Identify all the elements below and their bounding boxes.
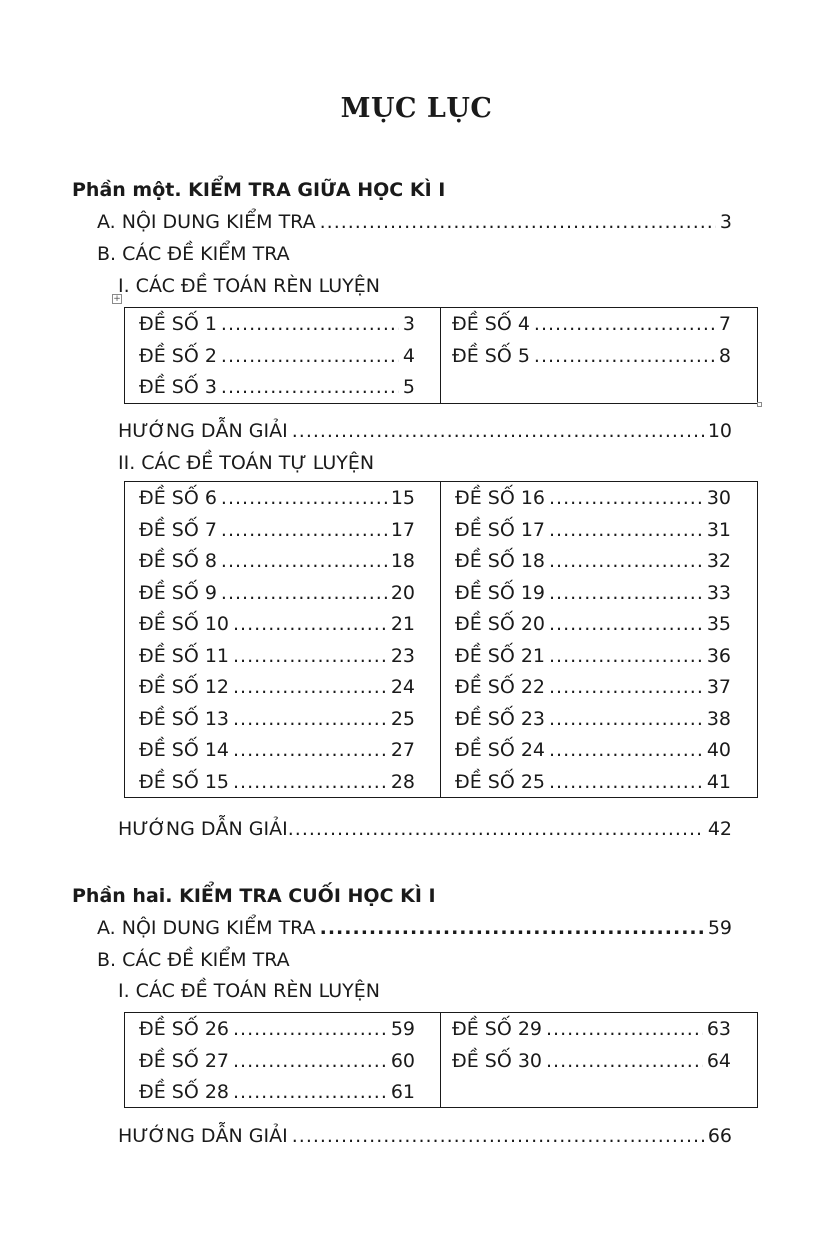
toc-page-number: 18 [390, 550, 415, 572]
toc-label: ĐỀ SỐ 5 [452, 344, 530, 367]
dot-leader [534, 313, 715, 335]
page-title: MỤC LỤC [340, 93, 493, 124]
toc-label: HƯỚNG DẪN GIẢI [118, 420, 288, 442]
dot-leader [549, 613, 703, 635]
dot-leader [233, 708, 387, 730]
dot-leader [549, 676, 703, 698]
toc-page-number: 36 [706, 644, 731, 667]
toc-page-number: 4 [402, 344, 415, 367]
dot-leader [534, 345, 715, 367]
toc-page-number: 31 [706, 518, 731, 541]
toc-page-number: 25 [390, 707, 415, 730]
toc-entry[interactable] [139, 1081, 415, 1103]
toc-page-number: 7 [718, 313, 731, 335]
toc-entry[interactable] [139, 613, 415, 635]
toc-entry[interactable] [455, 739, 731, 761]
part-two-heading: Phần hai. KIỂM TRA CUỐI HỌC KÌ I [72, 885, 436, 907]
part2-tests-heading: B. CÁC ĐỀ KIỂM TRA [97, 949, 290, 971]
toc-label: ĐỀ SỐ 20 [455, 613, 545, 635]
toc-page-number: 59 [707, 917, 732, 939]
toc-entry[interactable] [452, 313, 731, 335]
dot-leader [221, 519, 387, 541]
toc-entry[interactable] [455, 771, 731, 793]
toc-label: ĐỀ SỐ 28 [139, 1081, 229, 1103]
toc-label: ĐỀ SỐ 26 [139, 1018, 229, 1040]
toc-entry-part2-content[interactable] [97, 917, 732, 939]
toc-entry[interactable] [455, 613, 731, 635]
dot-leader [549, 487, 703, 509]
toc-page-number: 3 [402, 313, 415, 335]
toc-page-number: 15 [390, 487, 415, 509]
part2-practice-heading: I. CÁC ĐỀ TOÁN RÈN LUYỆN [118, 980, 380, 1002]
dot-leader [549, 519, 703, 541]
toc-label: ĐỀ SỐ 27 [139, 1049, 229, 1072]
dot-leader [549, 739, 703, 761]
toc-entry[interactable] [455, 708, 731, 730]
toc-label: ĐỀ SỐ 22 [455, 676, 545, 698]
toc-entry[interactable] [139, 376, 415, 398]
toc-page-number: 30 [706, 487, 731, 509]
toc-page-number: 60 [390, 1049, 415, 1072]
toc-label: ĐỀ SỐ 19 [455, 581, 545, 604]
toc-page-number: 59 [390, 1018, 415, 1040]
toc-page-number: 41 [706, 770, 731, 793]
table-column-divider [440, 1013, 441, 1107]
dot-leader [320, 211, 716, 233]
toc-label: HƯỚNG DẪN GIẢI [118, 1125, 288, 1147]
part-one-heading: Phần một. KIỂM TRA GIỮA HỌC KÌ I [72, 179, 446, 201]
dot-leader [549, 645, 703, 667]
dot-leader [221, 582, 387, 604]
toc-entry[interactable] [452, 345, 731, 367]
toc-label: ĐỀ SỐ 7 [139, 518, 217, 541]
toc-page-number: 38 [706, 707, 731, 730]
toc-label: ĐỀ SỐ 8 [139, 550, 217, 572]
toc-entry[interactable] [455, 550, 731, 572]
toc-label: ĐỀ SỐ 17 [455, 518, 545, 541]
toc-page-number: 32 [706, 550, 731, 572]
dot-leader [233, 771, 387, 793]
toc-page-number: 64 [706, 1049, 731, 1072]
toc-page-number: 66 [707, 1125, 732, 1147]
toc-entry-part2-guide[interactable] [118, 1125, 732, 1147]
table-resize-handle[interactable] [757, 402, 762, 407]
dot-leader [320, 917, 704, 939]
toc-label: ĐỀ SỐ 15 [139, 770, 229, 793]
toc-entry[interactable] [139, 550, 415, 572]
toc-page-number: 42 [707, 818, 732, 840]
dot-leader [549, 582, 703, 604]
toc-page-number: 40 [706, 739, 731, 761]
toc-label: ĐỀ SỐ 10 [139, 613, 229, 635]
toc-label: ĐỀ SỐ 16 [455, 487, 545, 509]
toc-entry[interactable] [139, 345, 415, 367]
toc-entry[interactable] [452, 1050, 731, 1072]
toc-page-number: 27 [390, 739, 415, 761]
toc-label: ĐỀ SỐ 6 [139, 487, 217, 509]
dot-leader [288, 818, 704, 840]
toc-entry[interactable] [139, 708, 415, 730]
toc-label: ĐỀ SỐ 13 [139, 707, 229, 730]
toc-entry[interactable] [455, 676, 731, 698]
toc-label: ĐỀ SỐ 29 [452, 1018, 542, 1040]
toc-entry[interactable] [139, 519, 415, 541]
table-column-divider [440, 482, 441, 797]
toc-label: ĐỀ SỐ 30 [452, 1049, 542, 1072]
dot-leader [549, 550, 703, 572]
toc-entry[interactable] [455, 519, 731, 541]
table-move-handle-icon[interactable]: + [113, 294, 121, 304]
toc-label: ĐỀ SỐ 4 [452, 313, 530, 335]
part1-self-practice-heading: II. CÁC ĐỀ TOÁN TỰ LUYỆN [118, 452, 375, 474]
toc-entry[interactable] [452, 1018, 731, 1040]
toc-entry[interactable] [139, 582, 415, 604]
toc-page-number: 23 [390, 644, 415, 667]
toc-entry[interactable] [455, 487, 731, 509]
toc-label: ĐỀ SỐ 3 [139, 376, 217, 398]
dot-leader [233, 676, 387, 698]
toc-page-number: 5 [402, 376, 415, 398]
toc-label: ĐỀ SỐ 1 [139, 313, 217, 335]
dot-leader [546, 1050, 703, 1072]
toc-label: A. NỘI DUNG KIỂM TRA [97, 211, 316, 233]
dot-leader [233, 645, 387, 667]
toc-page-number: 33 [706, 581, 731, 604]
toc-label: ĐỀ SỐ 2 [139, 344, 217, 367]
toc-label: ĐỀ SỐ 12 [139, 676, 229, 698]
toc-label: ĐỀ SỐ 24 [455, 739, 545, 761]
dot-leader [549, 708, 703, 730]
toc-label: ĐỀ SỐ 23 [455, 707, 545, 730]
toc-page-number: 17 [390, 518, 415, 541]
toc-label: ĐỀ SỐ 11 [139, 644, 229, 667]
table-column-divider [440, 308, 441, 403]
dot-leader [549, 771, 703, 793]
part1-tests-heading: B. CÁC ĐỀ KIỂM TRA [97, 243, 290, 265]
dot-leader [292, 420, 704, 442]
dot-leader [221, 376, 399, 398]
dot-leader [221, 313, 399, 335]
toc-label: ĐỀ SỐ 25 [455, 770, 545, 793]
dot-leader [546, 1018, 703, 1040]
dot-leader [221, 487, 387, 509]
toc-entry[interactable] [139, 676, 415, 698]
dot-leader [233, 1018, 387, 1040]
toc-page-number: 24 [390, 676, 415, 698]
toc-entry[interactable] [139, 1018, 415, 1040]
toc-page-number: 20 [390, 581, 415, 604]
toc-entry[interactable] [139, 645, 415, 667]
toc-page-number: 21 [390, 613, 415, 635]
toc-entry[interactable] [139, 487, 415, 509]
dot-leader [233, 1081, 387, 1103]
dot-leader [221, 550, 387, 572]
toc-entry[interactable] [455, 645, 731, 667]
toc-label: ĐỀ SỐ 21 [455, 644, 545, 667]
dot-leader [221, 345, 399, 367]
part1-practice-heading: I. CÁC ĐỀ TOÁN RÈN LUYỆN [118, 275, 380, 297]
dot-leader [233, 1050, 387, 1072]
toc-entry-part1-guide-1[interactable] [118, 420, 732, 442]
toc-label: ĐỀ SỐ 9 [139, 581, 217, 604]
toc-page-number: 63 [706, 1018, 731, 1040]
toc-entry[interactable] [455, 582, 731, 604]
toc-page-number: 35 [706, 613, 731, 635]
toc-page-number: 8 [718, 344, 731, 367]
toc-entry[interactable] [139, 771, 415, 793]
dot-leader [292, 1125, 704, 1147]
toc-page-number: 10 [707, 420, 732, 442]
toc-page-number: 37 [706, 676, 731, 698]
toc-label: ĐỀ SỐ 18 [455, 550, 545, 572]
toc-entry[interactable] [139, 313, 415, 335]
toc-label: HƯỚNG DẪN GIẢI [118, 818, 288, 840]
toc-entry[interactable] [139, 1050, 415, 1072]
toc-label: A. NỘI DUNG KIỂM TRA [97, 917, 316, 939]
toc-page-number: 61 [390, 1081, 415, 1103]
toc-page-number: 28 [390, 770, 415, 793]
dot-leader [233, 739, 387, 761]
toc-entry-part1-content[interactable] [97, 211, 732, 233]
toc-entry[interactable] [139, 739, 415, 761]
toc-entry-part1-guide-2[interactable] [118, 818, 732, 840]
dot-leader [233, 613, 387, 635]
toc-page-number: 3 [719, 211, 732, 233]
toc-label: ĐỀ SỐ 14 [139, 739, 229, 761]
